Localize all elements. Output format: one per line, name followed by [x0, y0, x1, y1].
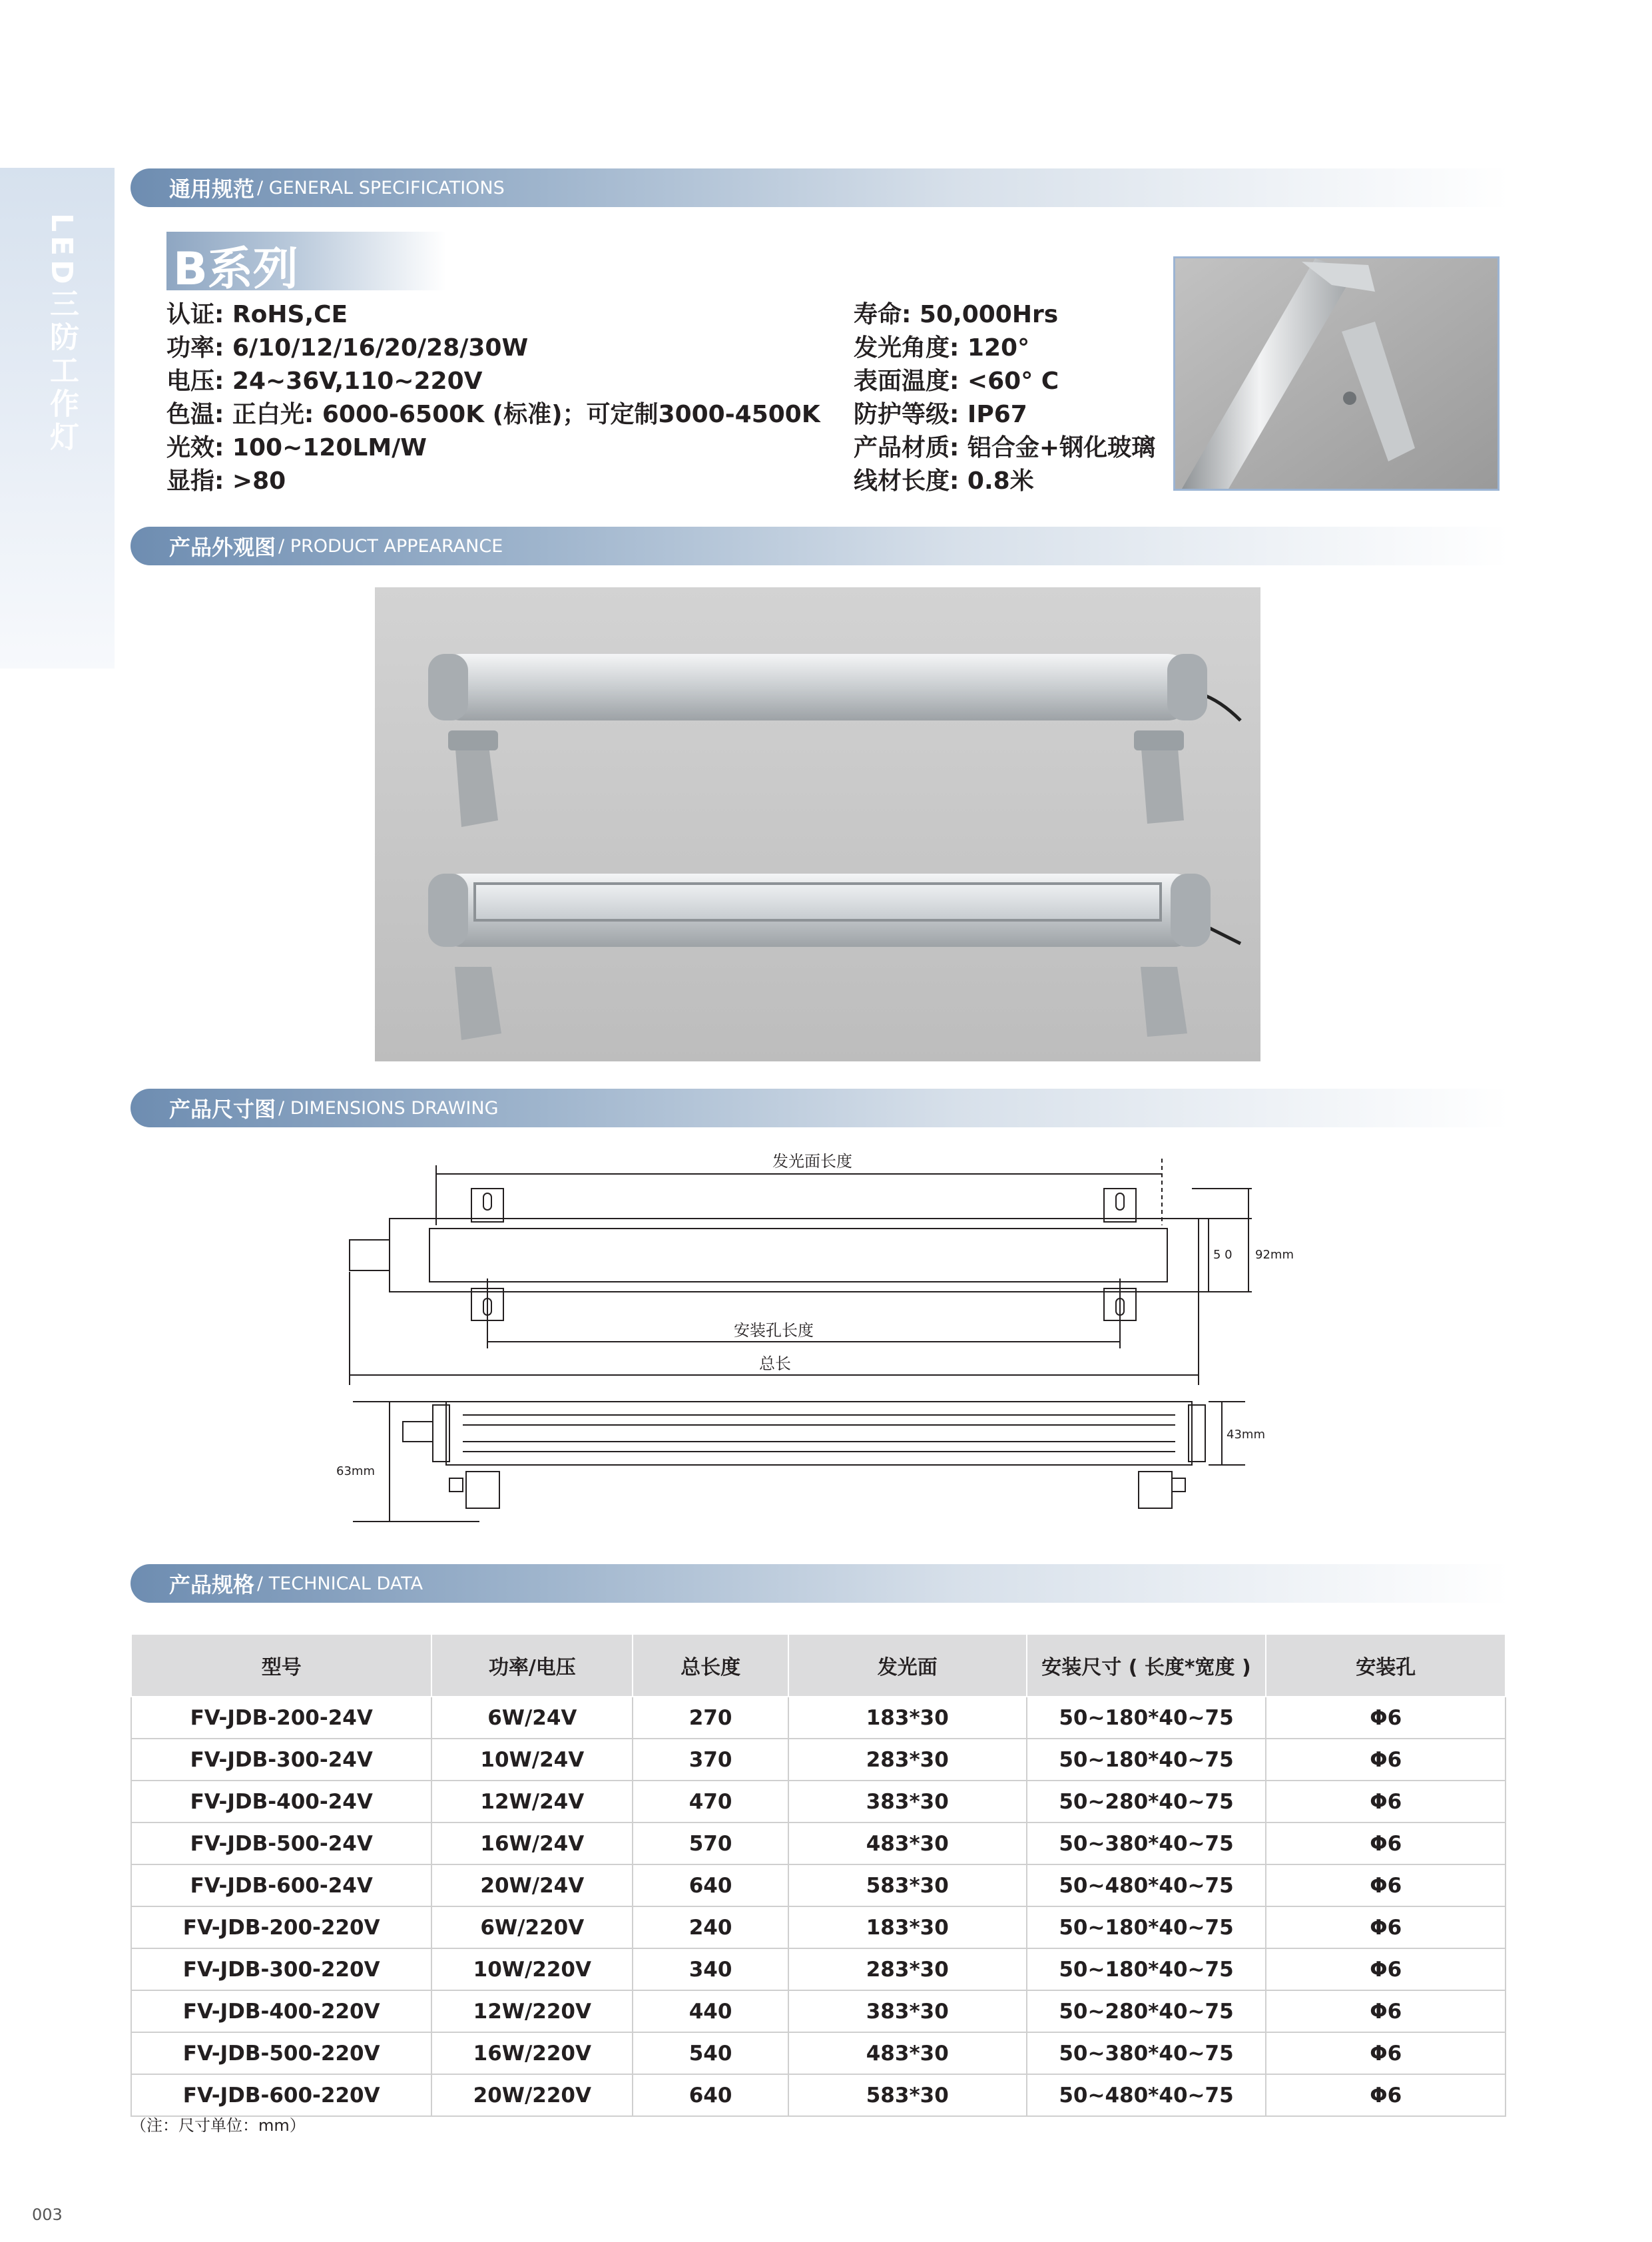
- dim-label-mount: 安装孔长度: [734, 1321, 814, 1340]
- table-header: 安装孔: [1266, 1634, 1506, 1697]
- table-cell: 440: [633, 1990, 788, 2032]
- table-cell: 6W/220V: [431, 1906, 633, 1948]
- table-cell: 50~280*40~75: [1027, 1990, 1266, 2032]
- spec-item: 表面温度: <60° C: [854, 368, 1059, 395]
- table-cell: Φ6: [1266, 1864, 1506, 1906]
- page-number: 003: [32, 2205, 63, 2224]
- table-cell: 240: [633, 1906, 788, 1948]
- table-cell: FV-JDB-600-220V: [131, 2074, 431, 2116]
- spec-item: 显指: >80: [166, 467, 286, 495]
- dim-label-92: 92mm: [1255, 1248, 1294, 1262]
- dim-label-63: 63mm: [336, 1464, 375, 1478]
- table-cell: Φ6: [1266, 2074, 1506, 2116]
- table-cell: 50~380*40~75: [1027, 1822, 1266, 1864]
- table-cell: 583*30: [788, 1864, 1027, 1906]
- table-cell: FV-JDB-300-24V: [131, 1739, 431, 1781]
- table-header: 安装尺寸 ( 长度*宽度 ): [1027, 1634, 1266, 1697]
- spec-item: 电压: 24~36V,110~220V: [166, 368, 483, 395]
- table-cell: FV-JDB-600-24V: [131, 1864, 431, 1906]
- table-cell: 12W/220V: [431, 1990, 633, 2032]
- table-cell: 640: [633, 2074, 788, 2116]
- product-closeup-photo: [1173, 256, 1500, 491]
- spec-item: 认证: RoHS,CE: [166, 301, 348, 328]
- table-header-row: [131, 1634, 1506, 1697]
- series-title-block: [166, 232, 446, 296]
- table-cell: 583*30: [788, 2074, 1027, 2116]
- table-cell: 483*30: [788, 2032, 1027, 2074]
- table-cell: 16W/24V: [431, 1822, 633, 1864]
- table-cell: 283*30: [788, 1948, 1027, 1990]
- table-cell: Φ6: [1266, 2032, 1506, 2074]
- spec-list-left: [166, 298, 820, 498]
- table-cell: 183*30: [788, 1697, 1027, 1739]
- section-title-en: / DIMENSIONS DRAWING: [278, 1097, 499, 1119]
- spec-item: 功率: 6/10/12/16/20/28/30W: [166, 334, 529, 362]
- section-title-en: / GENERAL SPECIFICATIONS: [257, 177, 505, 198]
- section-header-appearance: [131, 527, 1509, 565]
- table-cell: Φ6: [1266, 1990, 1506, 2032]
- technical-data-table: [131, 1633, 1506, 2117]
- spec-item: 线材长度: 0.8米: [854, 467, 1034, 495]
- table-cell: 50~480*40~75: [1027, 1864, 1266, 1906]
- spec-item: 色温: 正白光: 6000-6500K (标准)；可定制3000-4500K: [166, 401, 820, 428]
- table-cell: 16W/220V: [431, 2032, 633, 2074]
- table-cell: 640: [633, 1864, 788, 1906]
- table-header: 发光面: [788, 1634, 1027, 1697]
- table-row: [131, 1697, 1506, 1739]
- table-row: [131, 2074, 1506, 2116]
- side-tab-label: LED三防工作灯: [45, 213, 79, 455]
- table-row: [131, 1948, 1506, 1990]
- spec-list-right: [854, 298, 1155, 498]
- section-title-cn: 产品尺寸图: [169, 1097, 276, 1122]
- table-note: （注：尺寸单位：mm）: [131, 2116, 306, 2135]
- spec-item: 防护等级: IP67: [854, 401, 1027, 428]
- series-title: B系列: [173, 243, 298, 296]
- table-cell: FV-JDB-400-24V: [131, 1781, 431, 1822]
- table-cell: Φ6: [1266, 1948, 1506, 1990]
- table-cell: Φ6: [1266, 1906, 1506, 1948]
- table-cell: 383*30: [788, 1781, 1027, 1822]
- table-row: [131, 1990, 1506, 2032]
- section-title-cn: 产品规格: [169, 1572, 255, 1597]
- table-cell: 50~480*40~75: [1027, 2074, 1266, 2116]
- table-cell: 183*30: [788, 1906, 1027, 1948]
- table-row: [131, 1739, 1506, 1781]
- table-cell: FV-JDB-300-220V: [131, 1948, 431, 1990]
- section-title-cn: 通用规范: [169, 176, 255, 202]
- table-cell: 10W/220V: [431, 1948, 633, 1990]
- dim-label-43: 43mm: [1227, 1428, 1265, 1442]
- table-row: [131, 1864, 1506, 1906]
- table-cell: 283*30: [788, 1739, 1027, 1781]
- section-title-en: / PRODUCT APPEARANCE: [278, 535, 503, 557]
- table-cell: Φ6: [1266, 1822, 1506, 1864]
- table-cell: FV-JDB-200-220V: [131, 1906, 431, 1948]
- section-title-cn: 产品外观图: [169, 535, 276, 560]
- table-row: [131, 1781, 1506, 1822]
- table-cell: 10W/24V: [431, 1739, 633, 1781]
- table-row: [131, 1906, 1506, 1948]
- dim-label-50: 5 0: [1213, 1248, 1233, 1262]
- section-header-general: [131, 168, 1509, 207]
- table-cell: 6W/24V: [431, 1697, 633, 1739]
- table-header: 型号: [131, 1634, 431, 1697]
- table-cell: FV-JDB-500-220V: [131, 2032, 431, 2074]
- table-cell: 483*30: [788, 1822, 1027, 1864]
- section-header-dimensions: [131, 1089, 1509, 1127]
- table-cell: 50~180*40~75: [1027, 1906, 1266, 1948]
- section-header-technical: [131, 1564, 1509, 1603]
- table-header: 功率/电压: [431, 1634, 633, 1697]
- product-appearance-photo: [375, 587, 1260, 1061]
- table-cell: FV-JDB-200-24V: [131, 1697, 431, 1739]
- table-cell: 370: [633, 1739, 788, 1781]
- dim-label-emit: 发光面长度: [772, 1152, 852, 1171]
- table-cell: Φ6: [1266, 1781, 1506, 1822]
- table-cell: 540: [633, 2032, 788, 2074]
- table-cell: 340: [633, 1948, 788, 1990]
- dimension-drawing: [326, 1152, 1325, 1551]
- spec-item: 发光角度: 120°: [854, 334, 1030, 362]
- table-cell: 383*30: [788, 1990, 1027, 2032]
- table-cell: FV-JDB-400-220V: [131, 1990, 431, 2032]
- table-cell: 50~180*40~75: [1027, 1739, 1266, 1781]
- table-cell: 20W/24V: [431, 1864, 633, 1906]
- table-cell: 50~280*40~75: [1027, 1781, 1266, 1822]
- table-cell: 50~180*40~75: [1027, 1948, 1266, 1990]
- table-cell: FV-JDB-500-24V: [131, 1822, 431, 1864]
- table-cell: Φ6: [1266, 1739, 1506, 1781]
- table-row: [131, 2032, 1506, 2074]
- table-header: 总长度: [633, 1634, 788, 1697]
- table-cell: 270: [633, 1697, 788, 1739]
- spec-item: 产品材质: 铝合金+钢化玻璃: [854, 434, 1156, 461]
- table-cell: Φ6: [1266, 1697, 1506, 1739]
- spec-item: 寿命: 50,000Hrs: [854, 301, 1059, 328]
- table-cell: 570: [633, 1822, 788, 1864]
- spec-item: 光效: 100~120LM/W: [166, 434, 427, 461]
- table-cell: 50~180*40~75: [1027, 1697, 1266, 1739]
- dim-label-total: 总长: [759, 1354, 791, 1373]
- table-cell: 470: [633, 1781, 788, 1822]
- table-cell: 50~380*40~75: [1027, 2032, 1266, 2074]
- table-cell: 12W/24V: [431, 1781, 633, 1822]
- table-row: [131, 1822, 1506, 1864]
- table-cell: 20W/220V: [431, 2074, 633, 2116]
- section-title-en: / TECHNICAL DATA: [257, 1573, 423, 1594]
